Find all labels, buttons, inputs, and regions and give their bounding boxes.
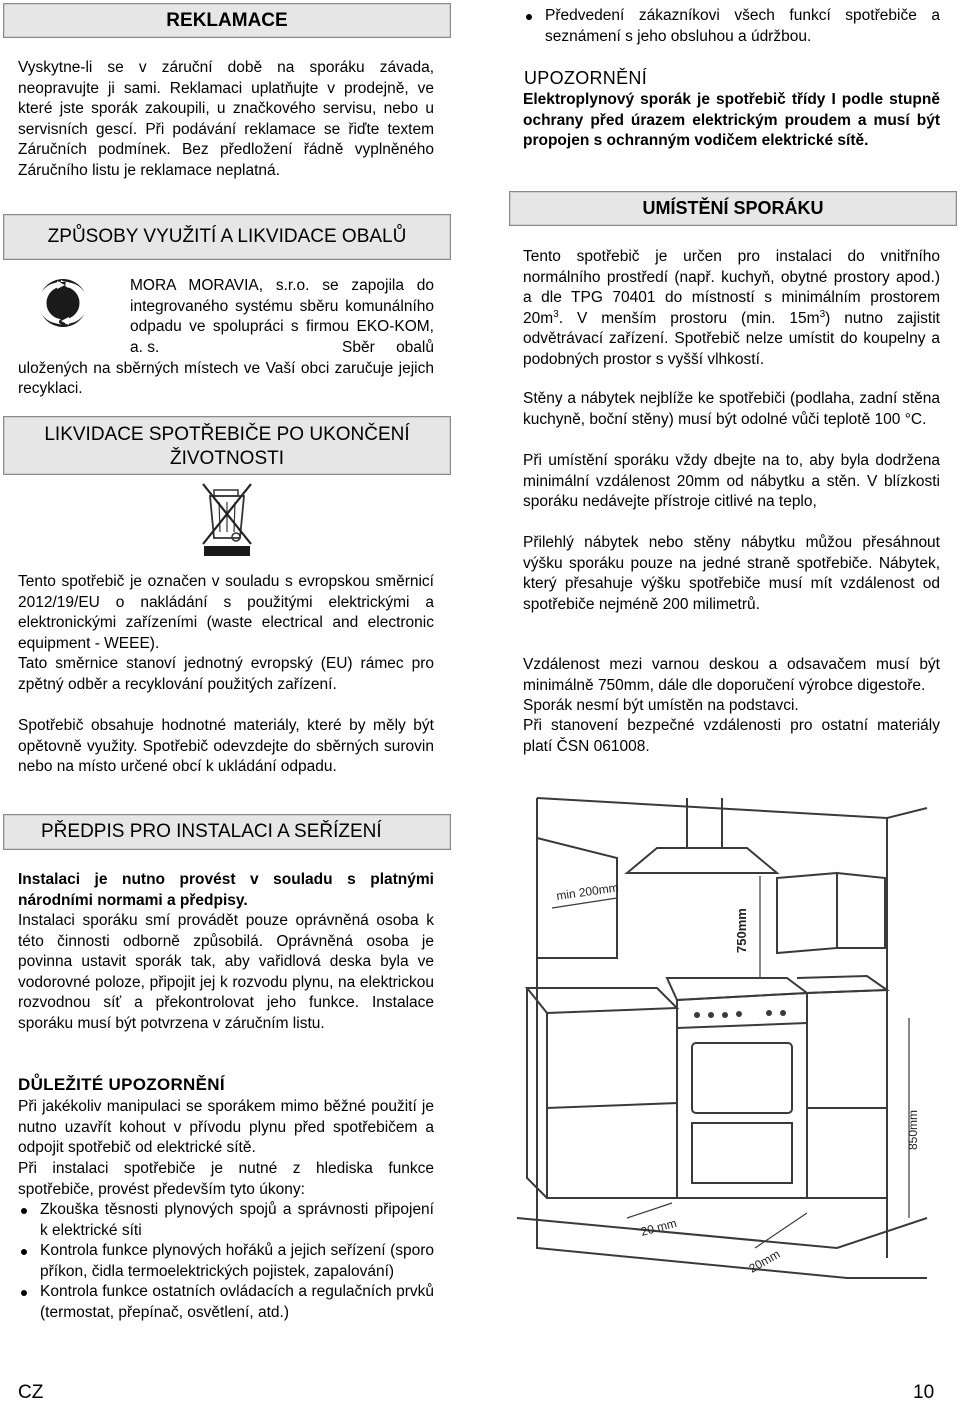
reklamace-text: Vyskytne-li se v záruční době na sporáku závada, neopravujte ji sami. Reklamaci uplatňujte v prodejně, ve které jste sporák zakoupili, u značkového servisu, nebo u servisních gescí. Při podávání reklamace se řiďte textem Záručních podmínek. Bez předložení řádně vyplněného Záručního listu je reklamace neplatná.	[18, 59, 434, 179]
umisteni-p1a: Tento spotřebič je určen pro instalaci do vnitřního normálního prostředí (např. kuchyň, obytné prostory apod.) a dle TPG 70401 do místností s minimálním prostorem 20m	[523, 248, 940, 327]
obaly-heading-box	[3, 214, 451, 260]
umisteni-heading-box	[509, 191, 957, 226]
predpis-heading-box	[3, 814, 451, 850]
predpis-heading: PŘEDPIS PRO INSTALACI A SEŘÍZENÍ	[41, 821, 382, 842]
label-750mm: 750mm	[734, 908, 749, 953]
likvidace-heading-line1: LIKVIDACE SPOTŘEBIČE PO UKONČENÍ	[44, 424, 410, 445]
list-item: Předvedení zákazníkovi všech funkcí spotřebiče a seznámení s jeho obsluhou a údržbou.	[523, 6, 940, 47]
green-dot-recycling-icon	[38, 278, 88, 328]
umisteni-para2: Stěny a nábytek nejblíže ke spotřebiči (podlaha, zadní stěna kuchyně, boční stěny) musí být odolné vůči teplotě 100 °C.	[523, 390, 940, 428]
footer-page-number: 10	[913, 1382, 935, 1403]
likvidace-para3: Spotřebič obsahuje hodnotné materiály, které by měly být opětovně využity. Spotřebič odevzdejte do sběrných surovin nebo na místo určené obcí k ukládání odpadu.	[18, 717, 434, 776]
upozorneni-text: Elektroplynový sporák je spotřebič třídy I podle stupně ochrany před úrazem elektrickým proudem a musí být propojen s ochranným vodičem elektrické sítě.	[523, 91, 940, 150]
list-item: Zkouška těsnosti plynových spojů a správnosti připojení k elektrické síti	[18, 1200, 434, 1241]
upozorneni-heading: UPOZORNĚNÍ	[524, 68, 648, 88]
obaly-text-part2: Sběr obalů uložených na sběrných místech ve Vaší obci zaručuje jejich recyklaci.	[18, 339, 434, 398]
dulezite-list	[18, 1200, 434, 1324]
reklamace-heading: REKLAMACE	[166, 10, 288, 31]
predpis-text: Instalaci sporáku smí provádět pouze oprávněná osoba k této činnosti odborně způsobilá. Oprávněná osoba je povinna ustavit sporák tak, aby vařidlová deska byla ve vodorovné poloze, připojit jej k rozvodu plynu, na elektrickou rozvodnou síť a překontrolovat jeho funkce. Instalace sporáku musí být potvrzena v záručním listu.	[18, 912, 434, 1032]
dulezite-heading: DŮLEŽITÉ UPOZORNĚNÍ	[18, 1075, 225, 1094]
crossed-out-wheelie-bin-icon	[200, 480, 254, 560]
installation-diagram	[507, 778, 957, 1293]
label-min-200mm: min 200mm	[555, 880, 620, 903]
dulezite-para1: Při jakékoliv manipulaci se sporákem mimo běžné použití je nutno uzavřít kohout v přívodu plynu před spotřebičem a odpojit spotřebič od elektrické sítě.	[18, 1098, 434, 1157]
likvidace-para1: Tento spotřebič je označen v souladu s evropskou směrnicí 2012/19/EU o nakládání s použitými elektrickými a elektronickými zařízeními (waste electrical and electronic equipment - WEEE).	[18, 573, 434, 652]
umisteni-para1	[523, 247, 940, 371]
predpis-bold-text: Instalaci je nutno provést v souladu s platnými národními normami a předpisy.	[18, 871, 434, 909]
label-20mm-left: 20 mm	[639, 1215, 679, 1239]
likvidace-para2: Tato směrnice stanoví jednotný evropský (EU) rámec pro zpětný odběr a recyklování použitých zařízení.	[18, 655, 434, 693]
dulezite-list-continued	[523, 6, 940, 47]
label-850mm: 850mm	[906, 1109, 920, 1150]
superscript: 3	[553, 308, 559, 320]
label-20mm-right: 20mm	[746, 1246, 783, 1276]
umisteni-para7: Při stanovení bezpečné vzdálenosti pro ostatní materiály platí ČSN 061008.	[523, 717, 940, 755]
dulezite-para2: Při instalaci spotřebiče je nutné z hlediska funkce spotřebiče, provést především tyto úkony:	[18, 1160, 434, 1198]
umisteni-para5: Vzdálenost mezi varnou deskou a odsavačem musí být minimálně 750mm, dále dle doporučení výrobce digestoře.	[523, 656, 940, 694]
umisteni-para4: Přilehlý nábytek nebo stěny nábytku můžou přesáhnout výšku sporáku pouze na jedné straně spotřebiče. Nábytek, který přesahuje výšku spotřebiče musí mít vzdálenost od spotřebiče nejméně 200 milimetrů.	[523, 534, 940, 613]
umisteni-para6: Sporák nesmí být umístěn na podstavci.	[523, 697, 799, 714]
footer-language: CZ	[18, 1382, 44, 1403]
umisteni-p1b: . V menším prostoru (min. 15m	[558, 309, 820, 327]
umisteni-para3: Při umístění sporáku vždy dbejte na to, aby byla dodržena minimální vzdálenost 20mm od nábytku a stěn. V blízkosti sporáku nedávejte přístroje citlivé na teplo,	[523, 452, 940, 511]
reklamace-heading-box	[3, 3, 451, 38]
list-item: Kontrola funkce plynových hořáků a jejich seřízení (sporo příkon, čidla termoelektrických pojistek, zapalování)	[18, 1241, 434, 1282]
obaly-heading: ZPŮSOBY VYUŽITÍ A LIKVIDACE OBALŮ	[47, 226, 407, 247]
umisteni-heading: UMÍSTĚNÍ SPORÁKU	[642, 198, 824, 218]
likvidace-heading-line2: ŽIVOTNOSTI	[170, 448, 284, 469]
umisteni-p1c: ) nutno zajistit odvětrávací zařízení. Spotřebič nelze umístit do koupelny a podobných prostor s vyšší vlhkostí.	[523, 309, 940, 368]
obaly-text-part1: MORA MORAVIA, s.r.o. se zapojila do integrovaného systému sběru komunálního odpadu ve spolupráci s firmou EKO-KOM, a. s.	[130, 277, 434, 356]
likvidace-heading-box	[3, 416, 451, 475]
list-item: Kontrola funkce ostatních ovládacích a regulačních prvků (termostat, přepínač, osvětlení, atd.)	[18, 1282, 434, 1323]
superscript: 3	[819, 308, 826, 320]
